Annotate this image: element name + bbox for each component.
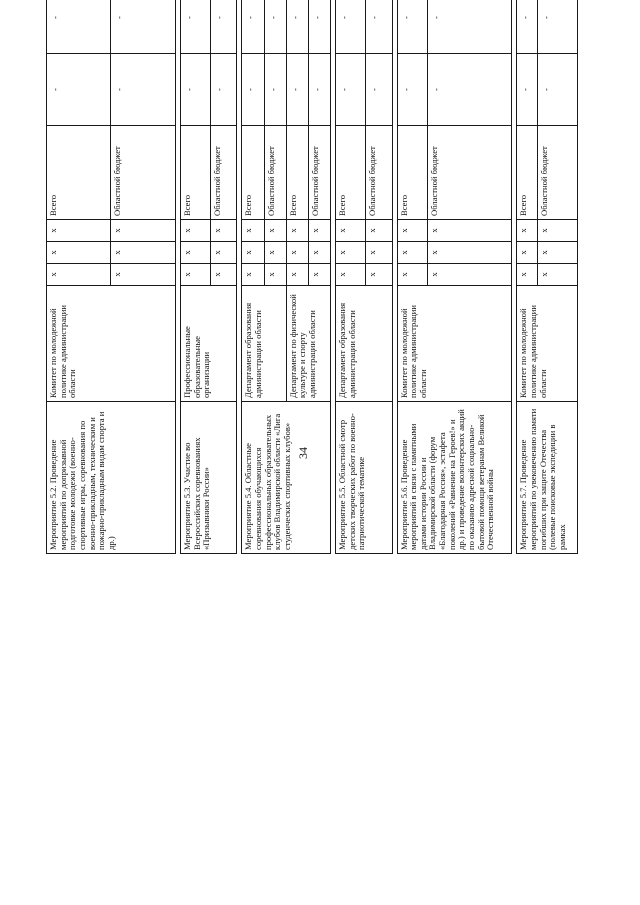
value-cell: - — [427, 0, 512, 54]
mark-cell: х — [286, 264, 308, 286]
value-cell: - — [286, 0, 308, 54]
executor-cell: Департамент образования администрации области — [336, 286, 392, 402]
value-cell: - — [537, 0, 577, 54]
value-cell: - — [517, 0, 537, 54]
mark-cell: х — [47, 242, 111, 264]
mark-cell: х — [427, 242, 512, 264]
table-row — [242, 0, 264, 554]
mark-cell: х — [366, 242, 392, 264]
mark-cell: х — [111, 264, 175, 286]
executor-cell: Комитет по молодежной политике администрации области — [397, 286, 512, 402]
value-cell: - — [366, 0, 392, 54]
mark-cell: х — [242, 242, 264, 264]
mark-cell: х — [181, 264, 211, 286]
mark-cell: х — [308, 242, 330, 264]
mark-cell: х — [111, 220, 175, 242]
mark-cell: х — [427, 264, 512, 286]
source-cell: Всего — [336, 126, 366, 220]
mark-cell: х — [336, 242, 366, 264]
executor-cell: Департамент образования администрации области — [242, 286, 286, 402]
source-cell: Всего — [397, 126, 427, 220]
executor-cell: Комитет по молодежной политике администрации области — [47, 286, 176, 402]
mark-cell: х — [397, 220, 427, 242]
mark-cell: х — [264, 264, 286, 286]
mark-cell: х — [286, 220, 308, 242]
mark-cell: х — [427, 220, 512, 242]
mark-cell: х — [111, 242, 175, 264]
table-row — [181, 0, 211, 554]
mark-cell: х — [397, 242, 427, 264]
value-cell: - — [47, 0, 111, 54]
value-cell: - — [427, 54, 512, 126]
value-cell: - — [242, 54, 264, 126]
event-cell: Мероприятие 5.7. Проведение мероприятий по увековечению памяти погибших при защите Отечества (полевые поисковые экспедиции в рамках — [517, 402, 578, 554]
mark-cell: х — [537, 242, 577, 264]
mark-cell: х — [336, 264, 366, 286]
mark-cell: х — [211, 220, 237, 242]
mark-cell: х — [308, 264, 330, 286]
mark-cell: х — [366, 220, 392, 242]
event-cell: Мероприятие 5.3. Участие во Всероссийских соревнованиях «Призывники России» — [181, 402, 237, 554]
source-cell: Всего — [517, 126, 537, 220]
value-cell: - — [308, 0, 330, 54]
mark-cell: х — [242, 264, 264, 286]
mark-cell: х — [47, 264, 111, 286]
value-cell: - — [264, 54, 286, 126]
mark-cell: х — [286, 242, 308, 264]
mark-cell: х — [242, 220, 264, 242]
mark-cell: х — [264, 220, 286, 242]
value-cell: - — [242, 0, 264, 54]
mark-cell: х — [336, 220, 366, 242]
table-row — [336, 0, 366, 554]
mark-cell: х — [517, 220, 537, 242]
mark-cell: х — [181, 242, 211, 264]
value-cell: - — [181, 0, 211, 54]
mark-cell: х — [211, 242, 237, 264]
event-cell: Мероприятие 5.5. Областной смотр детских творческих работ по военно-патриотической тематике — [336, 402, 392, 554]
source-cell: Всего — [242, 126, 264, 220]
source-cell: Областной бюджет — [211, 126, 237, 220]
mark-cell: х — [397, 264, 427, 286]
mark-cell: х — [537, 220, 577, 242]
mark-cell: х — [47, 220, 111, 242]
mark-cell: х — [308, 220, 330, 242]
mark-cell: х — [264, 242, 286, 264]
mark-cell: х — [517, 264, 537, 286]
value-cell: - — [336, 54, 366, 126]
event-cell: Мероприятие 5.4. Областные соревнования обучающихся профессиональных образовательных клубов Владимирской области «Лига студенческих спортивных клубов» — [242, 402, 331, 554]
source-cell: Всего — [47, 126, 111, 220]
source-cell: Областной бюджет — [111, 126, 175, 220]
value-cell: - — [397, 0, 427, 54]
table-row — [397, 0, 427, 554]
value-cell: - — [308, 54, 330, 126]
source-cell: Всего — [181, 126, 211, 220]
executor-cell: Департамент по физической культуре и спорту администрации области — [286, 286, 330, 402]
source-cell: Областной бюджет — [264, 126, 286, 220]
events-table — [46, 0, 578, 554]
value-cell: - — [211, 0, 237, 54]
event-cell: Мероприятие 5.2. Проведение мероприятий по допризывной подготовке молодежи (военно-спортивные игры, соревнования по военно-прикладным, техническим и пожарно-прикладным видам спорта и др.) — [47, 402, 176, 554]
value-cell: - — [211, 54, 237, 126]
event-cell: Мероприятие 5.6. Проведение мероприятий в связи с памятными датами истории России и Владимирской области (форум «Благодарная Россия», эстафета поколений «Равнение на Героев!» и др.) и проведение волонтерских акций по оказанию адресной социально-бытовой помощи ветеранам Великой Отечественной войны — [397, 402, 512, 554]
mark-cell: х — [181, 220, 211, 242]
table-row — [47, 0, 111, 554]
value-cell: - — [537, 54, 577, 126]
executor-cell: Комитет по молодежной политике администрации области — [517, 286, 578, 402]
source-cell: Областной бюджет — [366, 126, 392, 220]
mark-cell: х — [366, 264, 392, 286]
mark-cell: х — [537, 264, 577, 286]
value-cell: - — [366, 54, 392, 126]
rotated-page — [46, 16, 578, 882]
mark-cell: х — [517, 242, 537, 264]
value-cell: - — [47, 54, 111, 126]
source-cell: Всего — [286, 126, 308, 220]
value-cell: - — [264, 0, 286, 54]
value-cell: - — [336, 0, 366, 54]
page-number: 34 — [296, 447, 310, 459]
value-cell: - — [181, 54, 211, 126]
value-cell: - — [517, 54, 537, 126]
value-cell: - — [397, 54, 427, 126]
value-cell: - — [111, 0, 175, 54]
table-row — [517, 0, 537, 554]
value-cell: - — [111, 54, 175, 126]
source-cell: Областной бюджет — [427, 126, 512, 220]
source-cell: Областной бюджет — [308, 126, 330, 220]
value-cell: - — [286, 54, 308, 126]
mark-cell: х — [211, 264, 237, 286]
source-cell: Областной бюджет — [537, 126, 577, 220]
executor-cell: Профессиональные образовательные организации — [181, 286, 237, 402]
